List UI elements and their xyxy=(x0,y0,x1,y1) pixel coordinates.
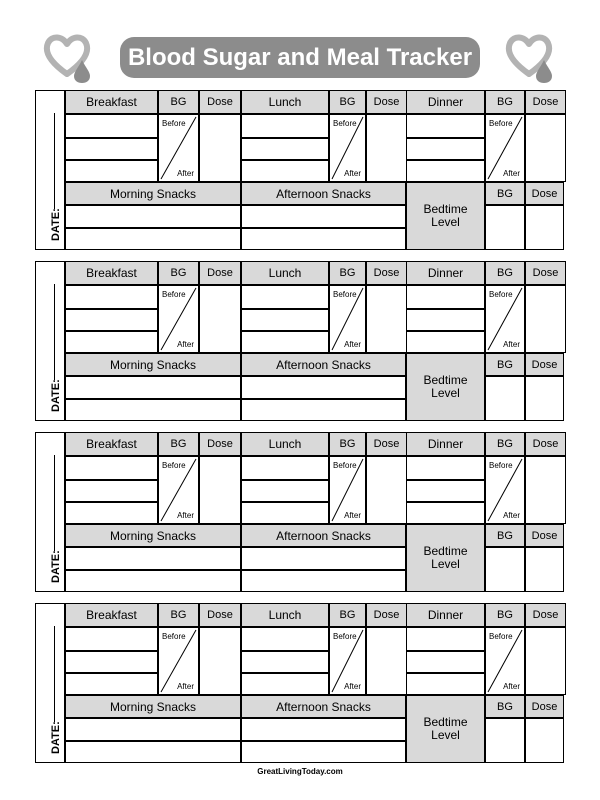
bedtime-dose-cell[interactable] xyxy=(525,547,564,592)
breakfast-dose-header: Dose xyxy=(199,90,241,114)
bedtime-dose-cell[interactable] xyxy=(525,376,564,421)
dinner-bg-before-after[interactable] xyxy=(485,285,525,353)
dinner-entry-row[interactable] xyxy=(406,480,485,502)
lunch-entry-row[interactable] xyxy=(241,627,329,651)
breakfast-entry-row[interactable] xyxy=(65,160,158,182)
lunch-dose-cell[interactable] xyxy=(366,456,407,524)
lunch-entry-row[interactable] xyxy=(241,160,329,182)
breakfast-bg-before-after[interactable] xyxy=(158,627,199,695)
morning-snacks-row[interactable] xyxy=(65,718,241,741)
lunch-entry-row[interactable] xyxy=(241,651,329,673)
dinner-dose-cell[interactable] xyxy=(525,285,566,353)
dinner-dose-cell[interactable] xyxy=(525,114,566,182)
breakfast-bg-header: BG xyxy=(158,90,199,114)
lunch-entry-row[interactable] xyxy=(241,673,329,695)
breakfast-entry-row[interactable] xyxy=(65,285,158,309)
breakfast-dose-cell[interactable] xyxy=(199,627,241,695)
lunch-entry-row[interactable] xyxy=(241,138,329,160)
lunch-header: Lunch xyxy=(241,261,329,285)
lunch-entry-row[interactable] xyxy=(241,502,329,524)
lunch-bg-before-after[interactable] xyxy=(329,627,366,695)
morning-snacks-header: Morning Snacks xyxy=(65,353,241,376)
after-label: After xyxy=(177,340,194,349)
bedtime-dose-header: Dose xyxy=(525,182,564,205)
breakfast-header: Breakfast xyxy=(65,603,158,627)
date-label: DATE: xyxy=(50,208,62,241)
bedtime-dose-cell[interactable] xyxy=(525,718,564,763)
lunch-header: Lunch xyxy=(241,603,329,627)
lunch-bg-before-after[interactable] xyxy=(329,114,366,182)
dinner-dose-header: Dose xyxy=(525,432,566,456)
dinner-bg-before-after[interactable] xyxy=(485,114,525,182)
afternoon-snacks-header: Afternoon Snacks xyxy=(241,182,406,205)
bedtime-level-label xyxy=(406,695,485,763)
lunch-bg-header: BG xyxy=(329,432,366,456)
dinner-header: Dinner xyxy=(406,261,485,285)
after-label: After xyxy=(177,169,194,178)
tracker-block xyxy=(35,432,564,592)
bedtime-level-text: Bedtime Level xyxy=(423,715,468,742)
breakfast-entry-row[interactable] xyxy=(65,114,158,138)
afternoon-snacks-row[interactable] xyxy=(241,718,406,741)
dinner-dose-header: Dose xyxy=(525,261,566,285)
bedtime-bg-header: BG xyxy=(485,524,525,547)
breakfast-header: Breakfast xyxy=(65,90,158,114)
breakfast-dose-header: Dose xyxy=(199,432,241,456)
before-label: Before xyxy=(489,119,513,128)
bedtime-level-label xyxy=(406,524,485,592)
lunch-header: Lunch xyxy=(241,432,329,456)
bedtime-dose-header: Dose xyxy=(525,353,564,376)
dinner-entry-row[interactable] xyxy=(406,331,485,353)
dinner-dose-cell[interactable] xyxy=(525,456,566,524)
lunch-entry-row[interactable] xyxy=(241,456,329,480)
breakfast-entry-row[interactable] xyxy=(65,502,158,524)
dinner-entry-row[interactable] xyxy=(406,502,485,524)
afternoon-snacks-row[interactable] xyxy=(241,205,406,228)
after-label: After xyxy=(344,340,361,349)
footer-credit: GreatLivingToday.com xyxy=(257,767,343,776)
morning-snacks-header: Morning Snacks xyxy=(65,524,241,547)
morning-snacks-row[interactable] xyxy=(65,205,241,228)
before-label: Before xyxy=(489,290,513,299)
breakfast-bg-before-after[interactable] xyxy=(158,456,199,524)
bedtime-bg-header: BG xyxy=(485,353,525,376)
date-entry-line xyxy=(54,113,55,209)
before-label: Before xyxy=(489,632,513,641)
date-entry-line xyxy=(54,455,55,551)
lunch-header: Lunch xyxy=(241,90,329,114)
breakfast-bg-header: BG xyxy=(158,261,199,285)
dinner-entry-row[interactable] xyxy=(406,456,485,480)
breakfast-entry-row[interactable] xyxy=(65,651,158,673)
bedtime-bg-cell[interactable] xyxy=(485,205,525,250)
after-label: After xyxy=(344,682,361,691)
morning-snacks-header: Morning Snacks xyxy=(65,182,241,205)
bedtime-bg-cell[interactable] xyxy=(485,376,525,421)
breakfast-dose-header: Dose xyxy=(199,261,241,285)
breakfast-bg-header: BG xyxy=(158,432,199,456)
morning-snacks-header: Morning Snacks xyxy=(65,695,241,718)
date-column[interactable] xyxy=(35,90,65,250)
dinner-dose-cell[interactable] xyxy=(525,627,566,695)
breakfast-entry-row[interactable] xyxy=(65,480,158,502)
dinner-entry-row[interactable] xyxy=(406,114,485,138)
breakfast-entry-row[interactable] xyxy=(65,456,158,480)
lunch-bg-header: BG xyxy=(329,603,366,627)
before-label: Before xyxy=(333,290,357,299)
afternoon-snacks-header: Afternoon Snacks xyxy=(241,524,406,547)
heart-drop-icon xyxy=(504,30,558,84)
breakfast-entry-row[interactable] xyxy=(65,331,158,353)
lunch-entry-row[interactable] xyxy=(241,114,329,138)
dinner-bg-header: BG xyxy=(485,90,525,114)
date-column[interactable] xyxy=(35,603,65,763)
lunch-entry-row[interactable] xyxy=(241,331,329,353)
dinner-entry-row[interactable] xyxy=(406,673,485,695)
after-label: After xyxy=(503,340,520,349)
lunch-dose-header: Dose xyxy=(366,603,407,627)
date-label: DATE: xyxy=(50,379,62,412)
dinner-dose-header: Dose xyxy=(525,603,566,627)
dinner-bg-before-after[interactable] xyxy=(485,627,525,695)
dinner-entry-row[interactable] xyxy=(406,651,485,673)
bedtime-bg-header: BG xyxy=(485,695,525,718)
lunch-entry-row[interactable] xyxy=(241,480,329,502)
dinner-entry-row[interactable] xyxy=(406,138,485,160)
before-label: Before xyxy=(333,119,357,128)
breakfast-dose-cell[interactable] xyxy=(199,114,241,182)
date-label: DATE: xyxy=(50,550,62,583)
breakfast-entry-row[interactable] xyxy=(65,309,158,331)
heart-drop-icon xyxy=(42,30,96,84)
breakfast-dose-cell[interactable] xyxy=(199,285,241,353)
breakfast-dose-header: Dose xyxy=(199,603,241,627)
bedtime-dose-header: Dose xyxy=(525,524,564,547)
after-label: After xyxy=(503,169,520,178)
lunch-dose-header: Dose xyxy=(366,261,407,285)
dinner-entry-row[interactable] xyxy=(406,309,485,331)
breakfast-bg-header: BG xyxy=(158,603,199,627)
breakfast-bg-before-after[interactable] xyxy=(158,114,199,182)
morning-snacks-row[interactable] xyxy=(65,399,241,421)
before-label: Before xyxy=(162,290,186,299)
afternoon-snacks-header: Afternoon Snacks xyxy=(241,353,406,376)
lunch-dose-cell[interactable] xyxy=(366,285,407,353)
tracker-block xyxy=(35,90,564,250)
dinner-bg-header: BG xyxy=(485,432,525,456)
lunch-entry-row[interactable] xyxy=(241,285,329,309)
tracker-block xyxy=(35,261,564,421)
lunch-dose-header: Dose xyxy=(366,90,407,114)
bedtime-bg-cell[interactable] xyxy=(485,718,525,763)
afternoon-snacks-row[interactable] xyxy=(241,741,406,763)
dinner-entry-row[interactable] xyxy=(406,627,485,651)
morning-snacks-row[interactable] xyxy=(65,228,241,250)
lunch-bg-header: BG xyxy=(329,261,366,285)
afternoon-snacks-row[interactable] xyxy=(241,376,406,399)
bedtime-bg-cell[interactable] xyxy=(485,547,525,592)
after-label: After xyxy=(344,511,361,520)
bedtime-level-text: Bedtime Level xyxy=(423,202,468,229)
dinner-header: Dinner xyxy=(406,603,485,627)
dinner-dose-header: Dose xyxy=(525,90,566,114)
page-title: Blood Sugar and Meal Tracker xyxy=(127,43,473,71)
bedtime-level-text: Bedtime Level xyxy=(423,373,468,400)
afternoon-snacks-row[interactable] xyxy=(241,228,406,250)
afternoon-snacks-row[interactable] xyxy=(241,399,406,421)
dinner-header: Dinner xyxy=(406,432,485,456)
breakfast-entry-row[interactable] xyxy=(65,627,158,651)
tracker-block xyxy=(35,603,564,763)
date-column[interactable] xyxy=(35,261,65,421)
breakfast-dose-cell[interactable] xyxy=(199,456,241,524)
morning-snacks-row[interactable] xyxy=(65,376,241,399)
lunch-dose-cell[interactable] xyxy=(366,114,407,182)
dinner-entry-row[interactable] xyxy=(406,285,485,309)
before-label: Before xyxy=(162,632,186,641)
dinner-bg-before-after[interactable] xyxy=(485,456,525,524)
date-column[interactable] xyxy=(35,432,65,592)
morning-snacks-row[interactable] xyxy=(65,570,241,592)
lunch-entry-row[interactable] xyxy=(241,309,329,331)
bedtime-bg-header: BG xyxy=(485,182,525,205)
afternoon-snacks-row[interactable] xyxy=(241,570,406,592)
lunch-bg-before-after[interactable] xyxy=(329,456,366,524)
dinner-header: Dinner xyxy=(406,90,485,114)
after-label: After xyxy=(503,682,520,691)
after-label: After xyxy=(177,682,194,691)
bedtime-level-label xyxy=(406,182,485,250)
breakfast-bg-before-after[interactable] xyxy=(158,285,199,353)
title-banner xyxy=(120,37,480,78)
dinner-entry-row[interactable] xyxy=(406,160,485,182)
before-label: Before xyxy=(162,461,186,470)
breakfast-header: Breakfast xyxy=(65,261,158,285)
bedtime-level-text: Bedtime Level xyxy=(423,544,468,571)
morning-snacks-row[interactable] xyxy=(65,547,241,570)
morning-snacks-row[interactable] xyxy=(65,741,241,763)
breakfast-entry-row[interactable] xyxy=(65,673,158,695)
before-label: Before xyxy=(489,461,513,470)
before-label: Before xyxy=(333,632,357,641)
bedtime-dose-cell[interactable] xyxy=(525,205,564,250)
bedtime-dose-header: Dose xyxy=(525,695,564,718)
lunch-bg-before-after[interactable] xyxy=(329,285,366,353)
before-label: Before xyxy=(333,461,357,470)
afternoon-snacks-header: Afternoon Snacks xyxy=(241,695,406,718)
breakfast-entry-row[interactable] xyxy=(65,138,158,160)
date-entry-line xyxy=(54,626,55,722)
after-label: After xyxy=(177,511,194,520)
after-label: After xyxy=(344,169,361,178)
date-label: DATE: xyxy=(50,721,62,754)
breakfast-header: Breakfast xyxy=(65,432,158,456)
afternoon-snacks-row[interactable] xyxy=(241,547,406,570)
dinner-bg-header: BG xyxy=(485,603,525,627)
lunch-dose-header: Dose xyxy=(366,432,407,456)
bedtime-level-label xyxy=(406,353,485,421)
after-label: After xyxy=(503,511,520,520)
date-entry-line xyxy=(54,284,55,380)
lunch-bg-header: BG xyxy=(329,90,366,114)
dinner-bg-header: BG xyxy=(485,261,525,285)
before-label: Before xyxy=(162,119,186,128)
lunch-dose-cell[interactable] xyxy=(366,627,407,695)
